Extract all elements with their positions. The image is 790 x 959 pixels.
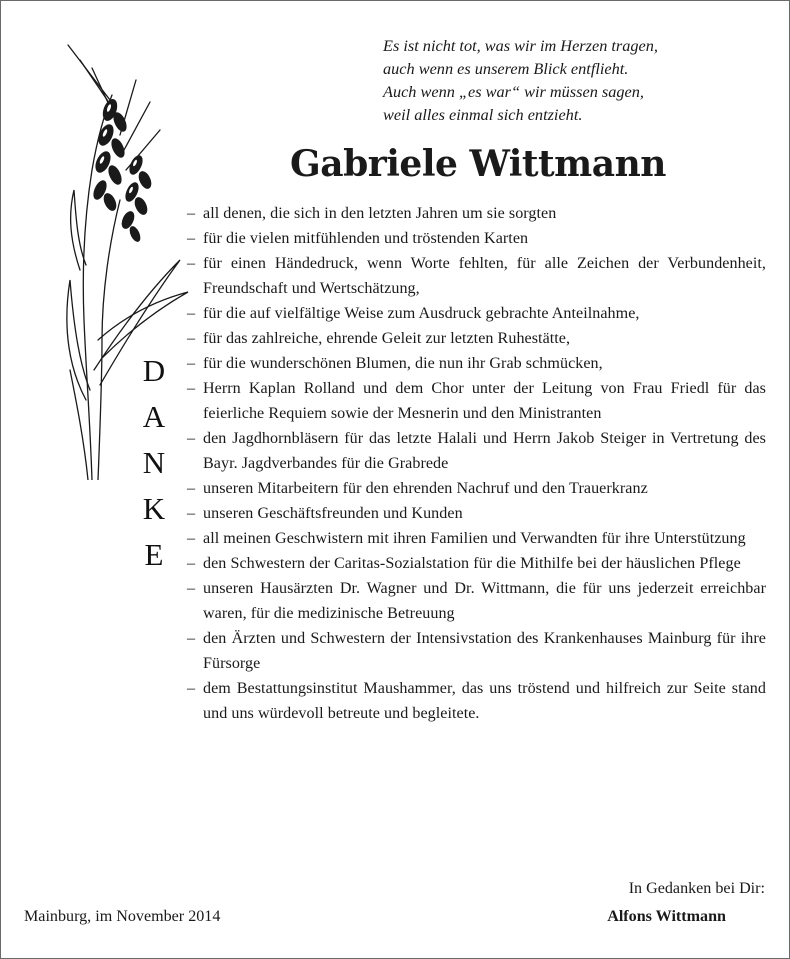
thanks-item: – für die auf vielfältige Weise zum Ausdruck gebrachte Anteilnahme,: [186, 301, 766, 326]
closing-line: In Gedanken bei Dir:: [628, 880, 765, 897]
poem-line: Auch wenn „es war“ wir müssen sagen,: [383, 82, 644, 101]
thanks-item: – für einen Händedruck, wenn Worte fehlten, für alle Zeichen der Verbundenheit, Freundschaft und Wertschätzung,: [186, 251, 766, 301]
thanks-item: – dem Bestattungsinstitut Maushammer, das uns tröstend und hilfreich zur Seite stand und uns würdevoll betreute und begleitete.: [186, 676, 766, 726]
thanks-item: – den Jagdhornbläsern für das letzte Halali und Herrn Jakob Steiger in Vertretung des Bayr. Jagdverbandes für die Grabrede: [186, 426, 766, 476]
thanks-item: – all denen, die sich in den letzten Jahren um sie sorgten: [186, 201, 766, 226]
thanks-item: – für die vielen mitfühlenden und tröstenden Karten: [186, 226, 766, 251]
danke-letter: K: [142, 491, 166, 526]
poem-line: auch wenn es unserem Blick entflieht.: [383, 59, 629, 78]
thanks-list: [186, 201, 766, 726]
thanks-item: – unseren Mitarbeitern für den ehrenden Nachruf und den Trauerkranz: [186, 476, 766, 501]
thanks-item: – den Schwestern der Caritas-Sozialstation für die Mithilfe bei der häuslichen Pflege: [186, 551, 766, 576]
danke-letter: D: [142, 353, 166, 388]
deceased-name: Gabriele Wittmann: [290, 143, 666, 185]
danke-letter: E: [144, 537, 164, 572]
thanks-item: – den Ärzten und Schwestern der Intensivstation des Krankenhauses Mainburg für ihre Fürsorge: [186, 626, 766, 676]
thanks-item: – für das zahlreiche, ehrende Geleit zur letzten Ruhestätte,: [186, 326, 766, 351]
poem-line: Es ist nicht tot, was wir im Herzen tragen,: [383, 36, 658, 55]
poem-line: weil alles einmal sich entzieht.: [383, 105, 583, 124]
danke-letter: N: [142, 445, 166, 480]
danke-vertical: [135, 348, 173, 578]
thanks-item: – unseren Hausärzten Dr. Wagner und Dr. Wittmann, die für uns jederzeit erreichbar waren, für die medizinische Betreuung: [186, 576, 766, 626]
signer-name: Alfons Wittmann: [607, 908, 726, 925]
thanks-item: – all meinen Geschwistern mit ihren Familien und Verwandten für ihre Unterstützung: [186, 526, 766, 551]
thanks-item: – für die wunderschönen Blumen, die nun ihr Grab schmücken,: [186, 351, 766, 376]
memorial-poem: [383, 34, 778, 126]
thanks-item: – Herrn Kaplan Rolland und dem Chor unter der Leitung von Frau Friedl für das feierliche Requiem sowie der Mesnerin und den Ministranten: [186, 376, 766, 426]
place-date: Mainburg, im November 2014: [24, 908, 221, 925]
thanks-item: – unseren Geschäftsfreunden und Kunden: [186, 501, 766, 526]
danke-letter: A: [142, 399, 166, 434]
